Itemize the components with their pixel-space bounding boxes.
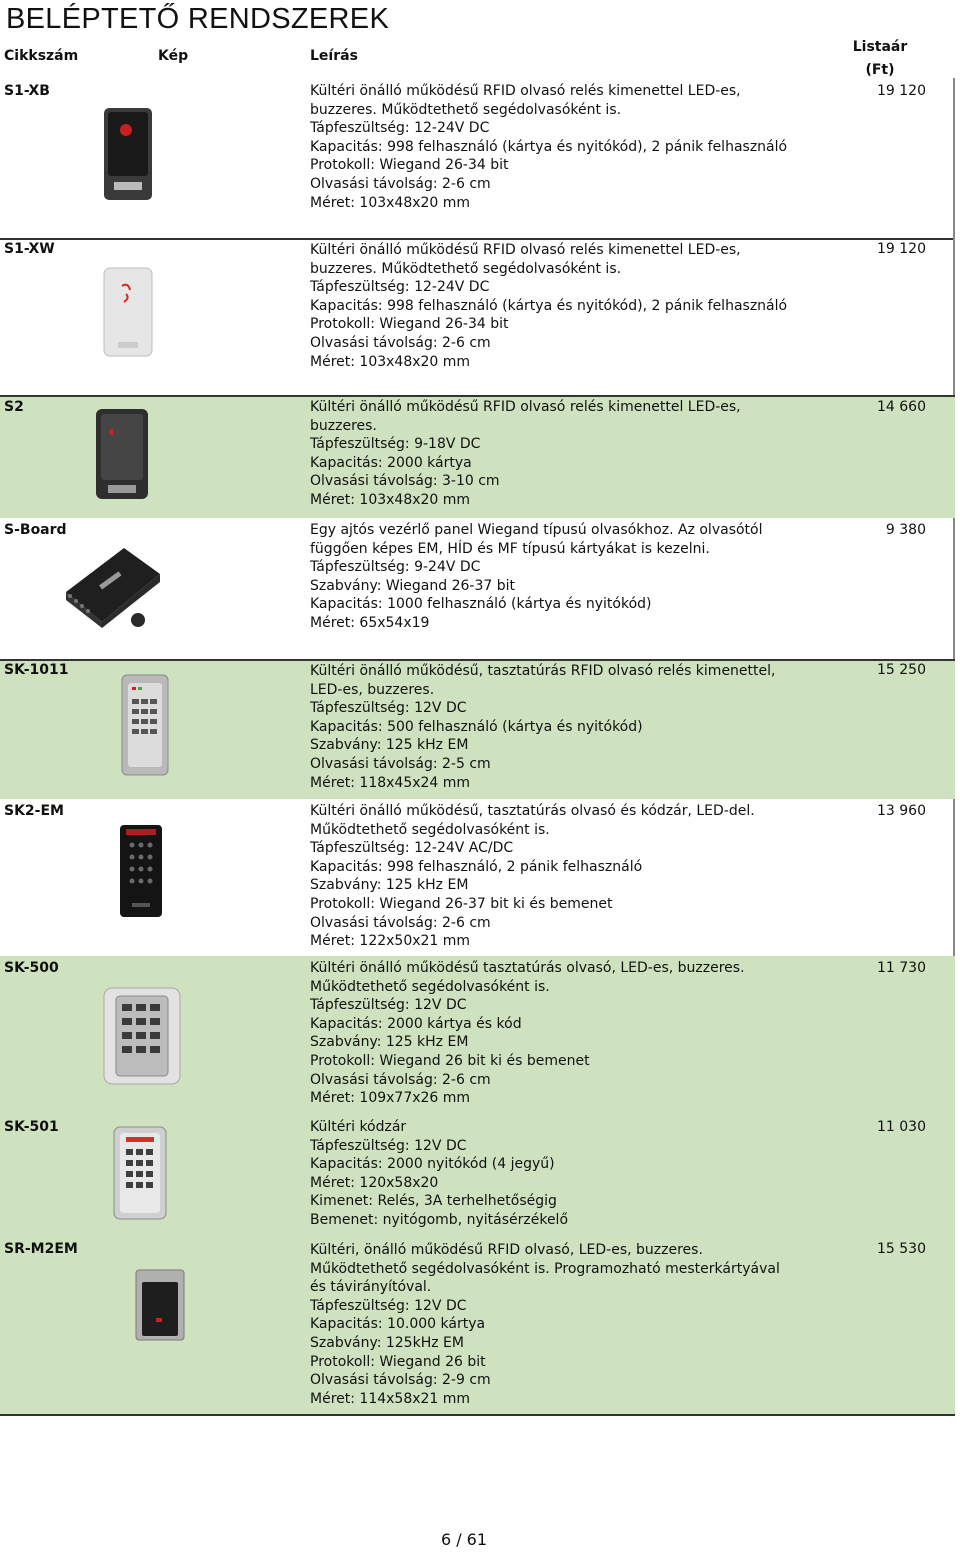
description-line: Méret: 109x77x26 mm <box>310 1090 471 1107</box>
description-line: Bemenet: nyitógomb, nyitásérzékelő <box>310 1211 569 1228</box>
description-line: Kapacitás: 2000 kártya és kód <box>310 1015 522 1032</box>
description-line: Olvasási távolság: 2-6 cm <box>310 1071 491 1088</box>
header-price-line2: (Ft) <box>865 62 895 78</box>
header-image: Kép <box>158 48 189 64</box>
product-code: SR-M2EM <box>4 1241 78 1257</box>
description-line: Tápfeszültség: 12-24V DC <box>310 279 490 296</box>
product-row <box>0 1115 955 1238</box>
description-line: Méret: 103x48x20 mm <box>310 353 471 370</box>
header-code: Cikkszám <box>4 48 79 64</box>
description-line: Tápfeszültség: 12-24V DC <box>310 120 490 137</box>
header-description: Leírás <box>310 48 358 64</box>
description-line: Tápfeszültség: 12V DC <box>310 997 467 1014</box>
product-price: 15 250 <box>877 662 926 678</box>
description-line: Kültéri önálló működésű RFID olvasó relés kimenettel LED-es, <box>310 242 741 258</box>
description-line: Kültéri önálló működésű, tasztatúrás RFID olvasó relés kimenettel, <box>310 663 776 679</box>
description-line: buzzeres. <box>310 417 377 434</box>
description-line: Szabvány: Wiegand 26-37 bit <box>310 577 515 594</box>
description-line: Kültéri, önálló működésű RFID olvasó, LED-es, buzzeres. <box>310 1242 703 1258</box>
description-line: Működtethető segédolvasóként is. <box>310 821 550 838</box>
product-price: 13 960 <box>877 803 926 819</box>
description-line: Kapacitás: 500 felhasználó (kártya és nyitókód) <box>310 718 643 735</box>
product-description <box>310 662 810 792</box>
rfid-reader-dark-icon <box>92 407 152 505</box>
description-line: Tápfeszültség: 12V DC <box>310 1297 467 1314</box>
description-line: buzzeres. Működtethető segédolvasóként is. <box>310 101 622 118</box>
product-price: 11 730 <box>877 960 926 976</box>
product-code: SK2-EM <box>4 803 64 819</box>
header-price-line1: Listaár <box>852 39 908 55</box>
description-line: Méret: 103x48x20 mm <box>310 194 471 211</box>
product-description <box>310 398 810 510</box>
product-description <box>310 1241 810 1408</box>
row-separator <box>0 238 955 240</box>
description-line: Működtethető segédolvasóként is. Programozható mesterkártyával <box>310 1260 780 1277</box>
product-code: S-Board <box>4 522 67 538</box>
description-line: Tápfeszültség: 12V DC <box>310 1137 467 1154</box>
description-line: Tápfeszültség: 9-24V DC <box>310 559 481 576</box>
description-line: Olvasási távolság: 2-6 cm <box>310 914 491 931</box>
description-line: és távirányítóval. <box>310 1279 432 1296</box>
description-line: Szabvány: 125 kHz EM <box>310 737 469 754</box>
description-line: Kapacitás: 2000 nyitókód (4 jegyű) <box>310 1156 555 1173</box>
controller-board-icon <box>62 544 162 634</box>
description-line: Kültéri kódzár <box>310 1119 407 1135</box>
keypad-black-icon <box>118 823 164 923</box>
description-line: Olvasási távolság: 2-6 cm <box>310 334 491 351</box>
description-line: Protokoll: Wiegand 26-34 bit <box>310 316 509 333</box>
description-line: Tápfeszültség: 12V DC <box>310 700 467 717</box>
product-row <box>0 659 955 799</box>
row-border <box>953 799 955 956</box>
description-line: Kapacitás: 998 felhasználó, 2 pánik felhasználó <box>310 858 643 875</box>
rfid-reader-white-icon <box>100 266 156 362</box>
product-row <box>0 518 955 659</box>
description-line: Kültéri önálló működésű RFID olvasó relés kimenettel LED-es, <box>310 83 741 99</box>
description-line: Protokoll: Wiegand 26-37 bit ki és bemenet <box>310 895 613 912</box>
description-line: Protokoll: Wiegand 26-34 bit <box>310 157 509 174</box>
product-price: 19 120 <box>877 241 926 257</box>
product-row <box>0 956 955 1115</box>
product-code: SK-500 <box>4 960 59 976</box>
product-price: 15 530 <box>877 1241 926 1257</box>
product-price: 11 030 <box>877 1119 926 1135</box>
description-line: Protokoll: Wiegand 26 bit ki és bemenet <box>310 1052 590 1069</box>
code-lock-icon <box>112 1125 168 1225</box>
product-code: S1-XW <box>4 241 55 257</box>
product-description <box>310 1118 810 1230</box>
description-line: Kültéri önálló működésű tasztatúrás olvasó, LED-es, buzzeres. <box>310 960 745 976</box>
description-line: függően képes EM, HÍD és MF típusú kártyákat is kezelni. <box>310 540 710 557</box>
page-title: BELÉPTETŐ RENDSZEREK <box>6 3 390 35</box>
description-line: Protokoll: Wiegand 26 bit <box>310 1353 486 1370</box>
description-line: Szabvány: 125 kHz EM <box>310 877 469 894</box>
description-line: Tápfeszültség: 12-24V AC/DC <box>310 840 514 857</box>
table-bottom-border <box>0 1414 955 1416</box>
page-number: 6 / 61 <box>440 1530 488 1549</box>
product-row <box>0 799 955 956</box>
description-line: Működtethető segédolvasóként is. <box>310 978 550 995</box>
description-line: Olvasási távolság: 2-6 cm <box>310 175 491 192</box>
description-line: Tápfeszültség: 9-18V DC <box>310 436 481 453</box>
description-line: LED-es, buzzeres. <box>310 681 435 698</box>
description-line: Méret: 65x54x19 <box>310 614 430 631</box>
description-line: Kimenet: Relés, 3A terhelhetőségig <box>310 1193 557 1210</box>
product-row <box>0 1238 955 1414</box>
description-line: Kültéri önálló működésű RFID olvasó relés kimenettel LED-es, <box>310 399 741 415</box>
product-description <box>310 521 810 633</box>
description-line: Egy ajtós vezérlő panel Wiegand típusú olvasókhoz. Az olvasótól <box>310 522 763 538</box>
product-description <box>310 82 810 212</box>
row-border <box>953 238 955 395</box>
product-row <box>0 78 955 238</box>
product-code: SK-501 <box>4 1119 59 1135</box>
product-code: S1-XB <box>4 83 50 99</box>
rfid-reader-black-icon <box>98 106 158 206</box>
description-line: Szabvány: 125kHz EM <box>310 1334 464 1351</box>
description-line: Kültéri önálló működésű, tasztatúrás olvasó és kódzár, LED-del. <box>310 803 755 819</box>
description-line: Kapacitás: 10.000 kártya <box>310 1316 486 1333</box>
row-separator <box>0 659 955 661</box>
description-line: Méret: 120x58x20 <box>310 1174 439 1191</box>
description-line: Olvasási távolság: 2-5 cm <box>310 755 491 772</box>
description-line: Olvasási távolság: 3-10 cm <box>310 473 500 490</box>
description-line: Kapacitás: 1000 felhasználó (kártya és nyitókód) <box>310 596 652 613</box>
product-description <box>310 241 810 371</box>
description-line: Kapacitás: 998 felhasználó (kártya és nyitókód), 2 pánik felhasználó <box>310 138 788 155</box>
product-code: S2 <box>4 399 24 415</box>
description-line: Kapacitás: 2000 kártya <box>310 454 472 471</box>
row-separator <box>0 395 955 397</box>
description-line: Szabvány: 125 kHz EM <box>310 1034 469 1051</box>
keypad-wide-icon <box>102 986 182 1090</box>
product-price: 9 380 <box>885 522 926 538</box>
product-code: SK-1011 <box>4 662 69 678</box>
description-line: Olvasási távolság: 2-9 cm <box>310 1372 491 1389</box>
row-border <box>953 518 955 659</box>
description-line: Kapacitás: 998 felhasználó (kártya és nyitókód), 2 pánik felhasználó <box>310 297 788 314</box>
row-border <box>953 78 955 238</box>
product-price: 19 120 <box>877 83 926 99</box>
product-row <box>0 238 955 395</box>
description-line: Méret: 118x45x24 mm <box>310 774 471 791</box>
description-line: Méret: 103x48x20 mm <box>310 491 471 508</box>
product-row <box>0 395 955 518</box>
product-description <box>310 802 810 951</box>
rfid-reader-metal-icon <box>134 1268 186 1346</box>
keypad-silver-icon <box>120 673 170 781</box>
product-price: 14 660 <box>877 399 926 415</box>
description-line: Méret: 122x50x21 mm <box>310 933 471 950</box>
description-line: buzzeres. Működtethető segédolvasóként is. <box>310 260 622 277</box>
description-line: Méret: 114x58x21 mm <box>310 1390 471 1407</box>
product-description <box>310 959 810 1108</box>
